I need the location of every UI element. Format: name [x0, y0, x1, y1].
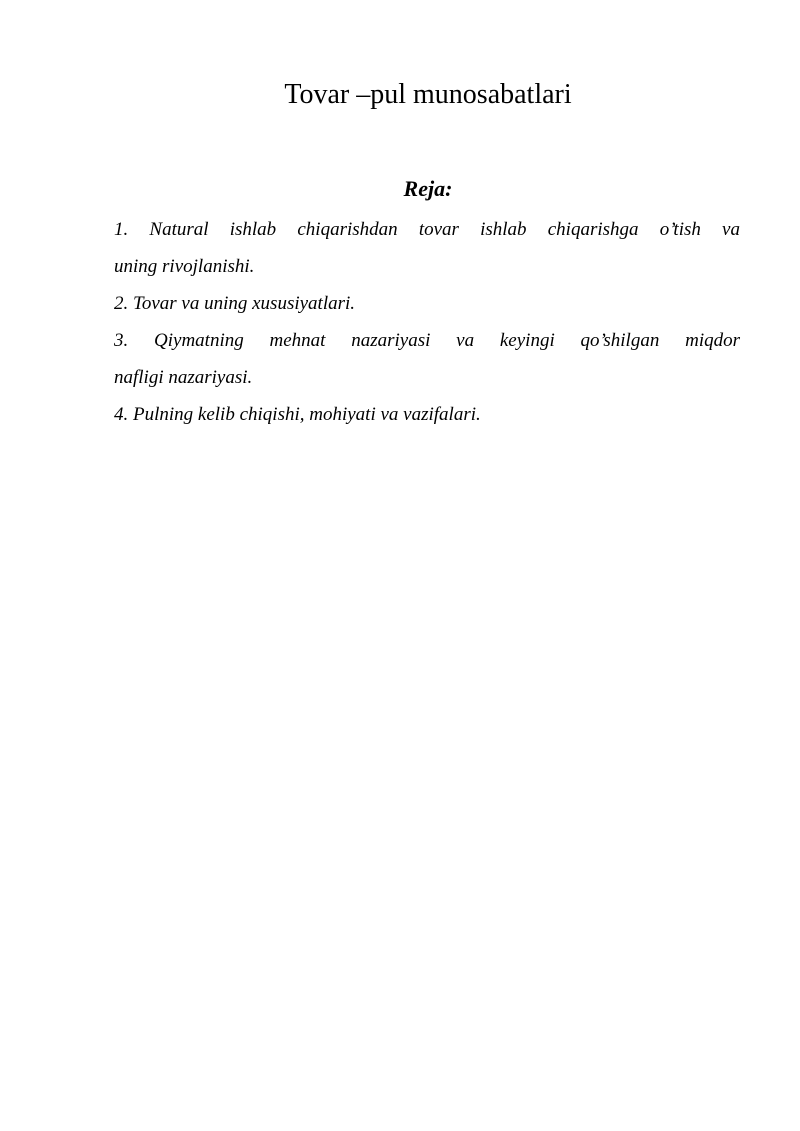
plan-item-1	[114, 211, 740, 285]
plan-item-2	[114, 285, 740, 322]
plan-item-4-line-1: 4. Pulning kelib chiqishi, mohiyati va vazifalari.	[114, 404, 481, 425]
plan-item-4	[114, 396, 740, 433]
plan-item-1-line-1: 1. Natural ishlab chiqarishdan tovar ishlab chiqarishga o’tish va	[114, 219, 740, 240]
document-title: Tovar –pul munosabatlari	[284, 79, 572, 110]
plan-heading: Reja:	[403, 176, 453, 201]
plan-list	[114, 211, 740, 433]
plan-item-3-line-2: nafligi nazariyasi.	[114, 367, 253, 388]
plan-item-2-line-1: 2. Tovar va uning xususiyatlari.	[114, 293, 356, 314]
plan-item-1-line-2: uning rivojlanishi.	[114, 256, 255, 277]
plan-item-3-line-1: 3. Qiymatning mehnat nazariyasi va keyingi qo’shilgan miqdor	[114, 330, 740, 351]
plan-item-3	[114, 322, 740, 396]
